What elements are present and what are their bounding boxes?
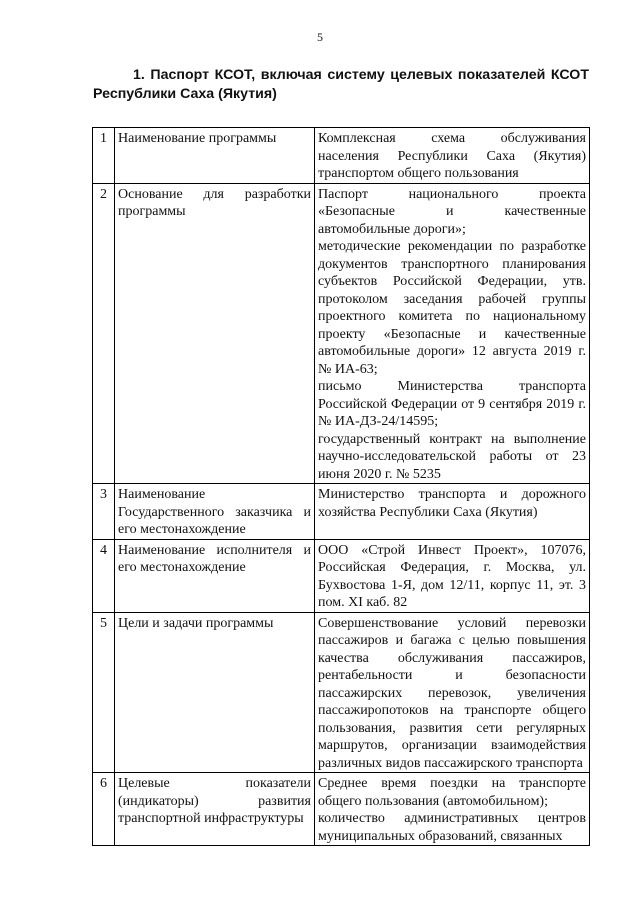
row-name: Цели и задачи программы bbox=[115, 612, 315, 773]
row-value-paragraph: Комплексная схема обслуживания населения Республики Саха (Якутия) транспортом общего пользования bbox=[318, 131, 586, 181]
row-value-paragraph: Среднее время поездки на транспорте общего пользования (автомобильном); bbox=[318, 776, 586, 809]
table-row bbox=[93, 484, 590, 540]
row-value-paragraph: Совершенствование условий перевозки пассажиров и багажа с целью повышения качества обслуживания пассажиров, рентабельности и безопасности пассажирских перевозок, увеличения пассажиропотоков на транспорте общего пользования, развития сети регулярных маршрутов, организации взаимодействия различных видов пассажирского транспорта bbox=[318, 615, 586, 771]
row-value-paragraph: Паспорт национального проекта «Безопасные и качественные автомобильные дороги»; bbox=[318, 186, 586, 237]
row-value-paragraph: количество административных центров муниципальных образований, связанных bbox=[318, 811, 586, 844]
row-value-paragraph: Министерство транспорта и дорожного хозяйства Республики Саха (Якутия) bbox=[318, 487, 586, 520]
row-name: Целевые показатели (индикаторы) развития транспортной инфраструктуры bbox=[115, 773, 315, 846]
row-value bbox=[315, 612, 590, 773]
section-heading: 1. Паспорт КСОТ, включая систему целевых показателей КСОТ Республики Саха (Якутия) bbox=[93, 67, 589, 102]
row-number: 1 bbox=[93, 128, 115, 184]
row-name: Наименование исполнителя и его местонахождение bbox=[115, 539, 315, 612]
row-name: Основание для разработки программы bbox=[115, 183, 315, 484]
row-number: 6 bbox=[93, 773, 115, 846]
table-row bbox=[93, 612, 590, 773]
table-row bbox=[93, 773, 590, 846]
row-number: 4 bbox=[93, 539, 115, 612]
row-name: Наименование программы bbox=[115, 128, 315, 184]
row-value bbox=[315, 128, 590, 184]
row-value-paragraph: государственный контракт на выполнение научно-исследовательской работы от 23 июня 2020 г. № 5235 bbox=[318, 431, 586, 482]
row-number: 3 bbox=[93, 484, 115, 540]
row-number: 5 bbox=[93, 612, 115, 773]
page-number: 5 bbox=[317, 30, 323, 44]
row-name: Наименование Государственного заказчика и его местонахождение bbox=[115, 484, 315, 540]
row-number: 2 bbox=[93, 183, 115, 484]
row-value-paragraph: ООО «Строй Инвест Проект», 107076, Российская Федерация, г. Москва, ул. Бухвостова 1-Я, дом 12/11, корпус 11, эт. 3 пом. XI каб. 82 bbox=[318, 542, 586, 610]
row-value bbox=[315, 183, 590, 484]
table-row bbox=[93, 183, 590, 484]
row-value bbox=[315, 484, 590, 540]
row-value-paragraph: письмо Министерства транспорта Российской Федерации от 9 сентября 2019 г. № ИА-ДЗ-24/14595; bbox=[318, 379, 586, 429]
passport-table bbox=[92, 127, 590, 846]
row-value bbox=[315, 539, 590, 612]
row-value-paragraph: методические рекомендации по разработке документов транспортного планирования субъектов Российской Федерации, утв. протоколом заседания рабочей группы проектного комитета по национальному проекту «Безопасные и качественные автомобильные дороги» 12 августа 2019 г. № ИА-63; bbox=[318, 239, 586, 377]
row-value bbox=[315, 773, 590, 846]
table-row bbox=[93, 539, 590, 612]
table-row bbox=[93, 128, 590, 184]
